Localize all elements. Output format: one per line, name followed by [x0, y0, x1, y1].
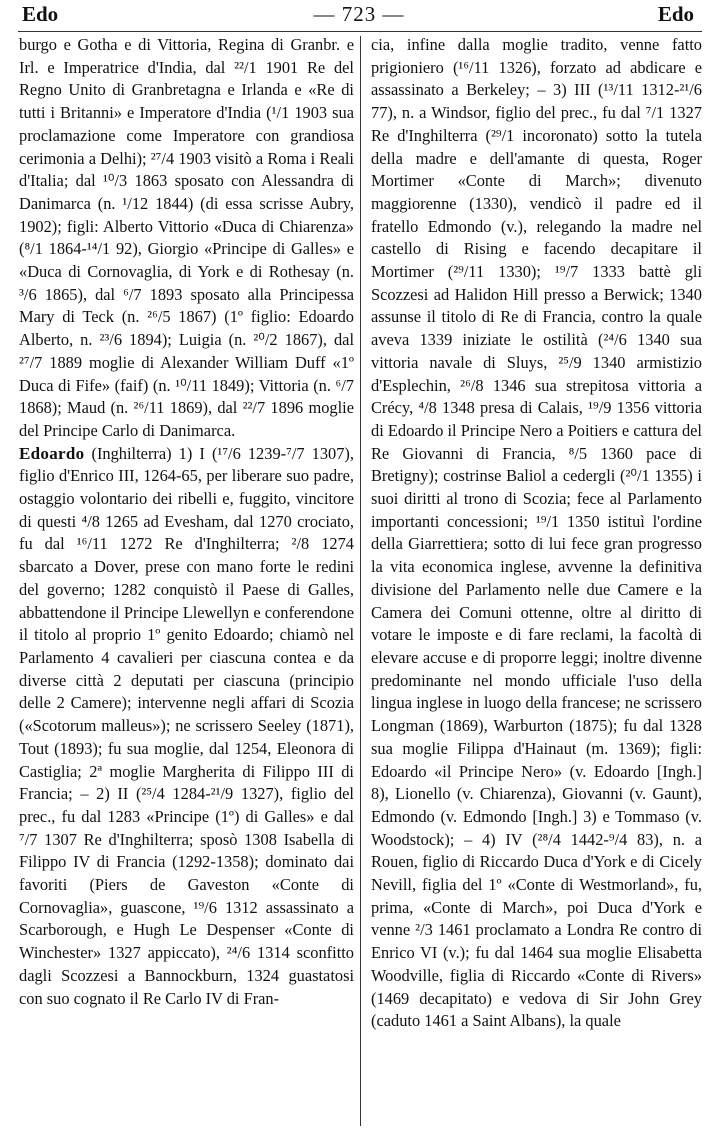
entry-edoardo [19, 443, 354, 1011]
entry-continuation: burgo e Gotha e di Vittoria, Regina di Granbr. e Irl. e Imperatrice d'India, dal ²²/1 1901 Re del Regno Unito di Granbretagna e Irlanda e «Re di tutti i Britanni» e Imperatore d'India (¹/1 1903 sua proclamazione come Imperatore con grandiosa cerimonia a Delhi); ²⁷/4 1903 visitò a Roma i Reali d'Italia; dal ¹⁰/3 1863 sposato con Alessandra di Danimarca (n. ¹/12 1844) (di essa scrisse Aubry, 1902); figli: Alberto Vittorio «Duca di Chiarenza» (⁸/1 1864-¹⁴/1 92), Giorgio «Principe di Galles» e «Duca di Cornovaglia, di York e di Rothesay (n. ³/6 1865), dal ⁶/7 1893 sposato alla Principessa Mary di Teck (n. ²⁶/5 1867) (1º figlio: Edoardo Alberto, n. ²³/6 1894); Luigia (n. ²⁰/2 1867), dal ²⁷/7 1889 moglie di Alexander William Duff «1º Duca di Fife» (faif) (n. ¹⁰/11 1849); Vittoria (n. ⁶/7 1868); Maud (n. ²⁶/11 1869), dal ²²/7 1896 moglie del Principe Carlo di Danimarca. [19, 35, 354, 440]
running-head-left: Edo [22, 2, 59, 26]
entry-edoardo-text: (Inghilterra) 1) I (¹⁷/6 1239-⁷/7 1307), figlio d'Enrico III, 1264-65, per liberare suo padre, ostaggio volontario dei ribelli e, fuggito, vincitore di questi ⁴/8 1265 ad Evesham, dal 1270 crociato, fu dal ¹⁶/11 1272 Re d'Inghilterra; ²/8 1274 sbarcato a Dover, prese con mano forte le redini del governo; 1282 conquistò il Paese di Galles, abbattendone il Principe Llewellyn e conferendone il titolo al proprio 1º genito Edoardo; chiamò nel Parlamento 4 cavalieri per ciascuna contea e da diverse città 2 deputati per ciascuna (principio delle 2 Camere); intervenne negli affari di Scozia («Scotorum malleus»); ne scrissero Seeley (1871), Tout (1893); fu sua moglie, dal 1254, Eleonora di Castiglia; 2ª moglie Margherita di Filippo III di Francia; – 2) II (²⁵/4 1284-²¹/9 1327), figlio del prec., fu dal 1283 «Principe (1º) di Galles» e dal ⁷/7 1307 Re d'Inghilterra; sposò 1308 Isabella di Filippo IV di Francia (1292-1358); dominato dai favoriti (Piers de Gaveston «Conte di Cornovaglia», guascone, ¹⁹/6 1312 assassinato a Scarborough, e Hugh Le Despenser «Conte di Winchester» 1327 appiccato), ²⁴/6 1314 sconfitto dagli Scozzesi a Bannockburn, 1324 guastatosi con suo cognato il Re Carlo IV di Fran- [19, 443, 354, 1008]
entry-edoardo-continued: cia, infine dalla moglie tradito, venne fatto prigioniero (¹⁶/11 1326), forzato ad abdicare e assassinato a Berkeley; – 3) III (¹³/11 1312-²¹/6 77), n. a Windsor, figlio del prec., fu dal ⁷/1 1327 Re d'Inghilterra (²⁹/1 incoronato) sotto la tutela della madre e dell'amante di questa, Roger Mortimer «Conte di March»; divenuto maggiorenne (1330), vendicò il padre ed il fratello Edmondo (v.), relegando la madre nel castello di Rising e facendo decapitare il Mortimer (²⁹/11 1330); ¹⁹/7 1333 battè gli Scozzesi ad Halidon Hill presso a Berwick; 1340 assunse il titolo di Re di Francia, contro la quale aveva 1339 iniziate le ostilità (²⁴/6 1340 sua vittoria navale di Sluys, ²⁵/9 1340 armistizio d'Esplechin, ²⁶/8 1346 sua strepitosa vittoria a Crécy, ⁴/8 1348 presa di Calais, ¹⁹/9 1356 vittoria di Edoardo il Principe Nero a Poitiers e cattura del Re Giovanni di Francia, ⁸/5 1360 pace di Bretigny); costrinse Baliol a cedergli (²⁰/1 1355) i suoi diritti al trono di Scozia; fece al Parlamento importanti concessioni; ¹⁹/1 1350 istituì l'ordine della Giarrettiera; sotto di lui fece gran progresso la vita economica inglese, avvenne la definitiva divisione del Parlamento nelle due Camere e la Camera dei Comuni ottenne, oltre al diritto di votare le imposte e di fare reclami, la facoltà di elevare accuse e di proporre leggi; inoltre divenne predominante nel mondo ufficiale l'uso della lingua inglese in luogo della francese; ne scrissero Longman (1869), Warburton (1875); fu dal 1328 sua moglie Filippa d'Hainaut (m. 1369); figli: Edoardo «il Principe Nero» (v. Edoardo [Ingh.] 8), Lionello (v. Chiarenza), Giovanni (v. Gaunt), Edmondo (v. Edmondo [Ingh.] 3) e Tommaso (v. Woodstock); – 4) IV (²⁸/4 1442-⁹/4 83), n. a Rouen, figlio di Riccardo Duca d'York e di Cicely Nevill, figlia del 1º «Conte di Westmorland», fu, prima, «Conte di March», poi Duca d'York e venne ²/3 1461 proclamato a Londra Re contro di Enrico VI (v.); fu dal 1464 sua moglie Elisabetta Woodville, figlia di Riccardo «Conte di Rivers» (1469 decapitato) e vedova di Sir John Grey (caduto 1461 a Saint Albans), la quale [371, 35, 702, 1031]
column-divider [360, 36, 361, 1126]
page-header [0, 2, 718, 32]
header-rule [18, 31, 702, 32]
left-column [19, 34, 354, 1010]
right-column [371, 34, 702, 1033]
entry-headword: Edoardo [19, 443, 85, 463]
running-head-right: Edo [657, 2, 694, 26]
page-number: — 723 — [313, 2, 405, 26]
